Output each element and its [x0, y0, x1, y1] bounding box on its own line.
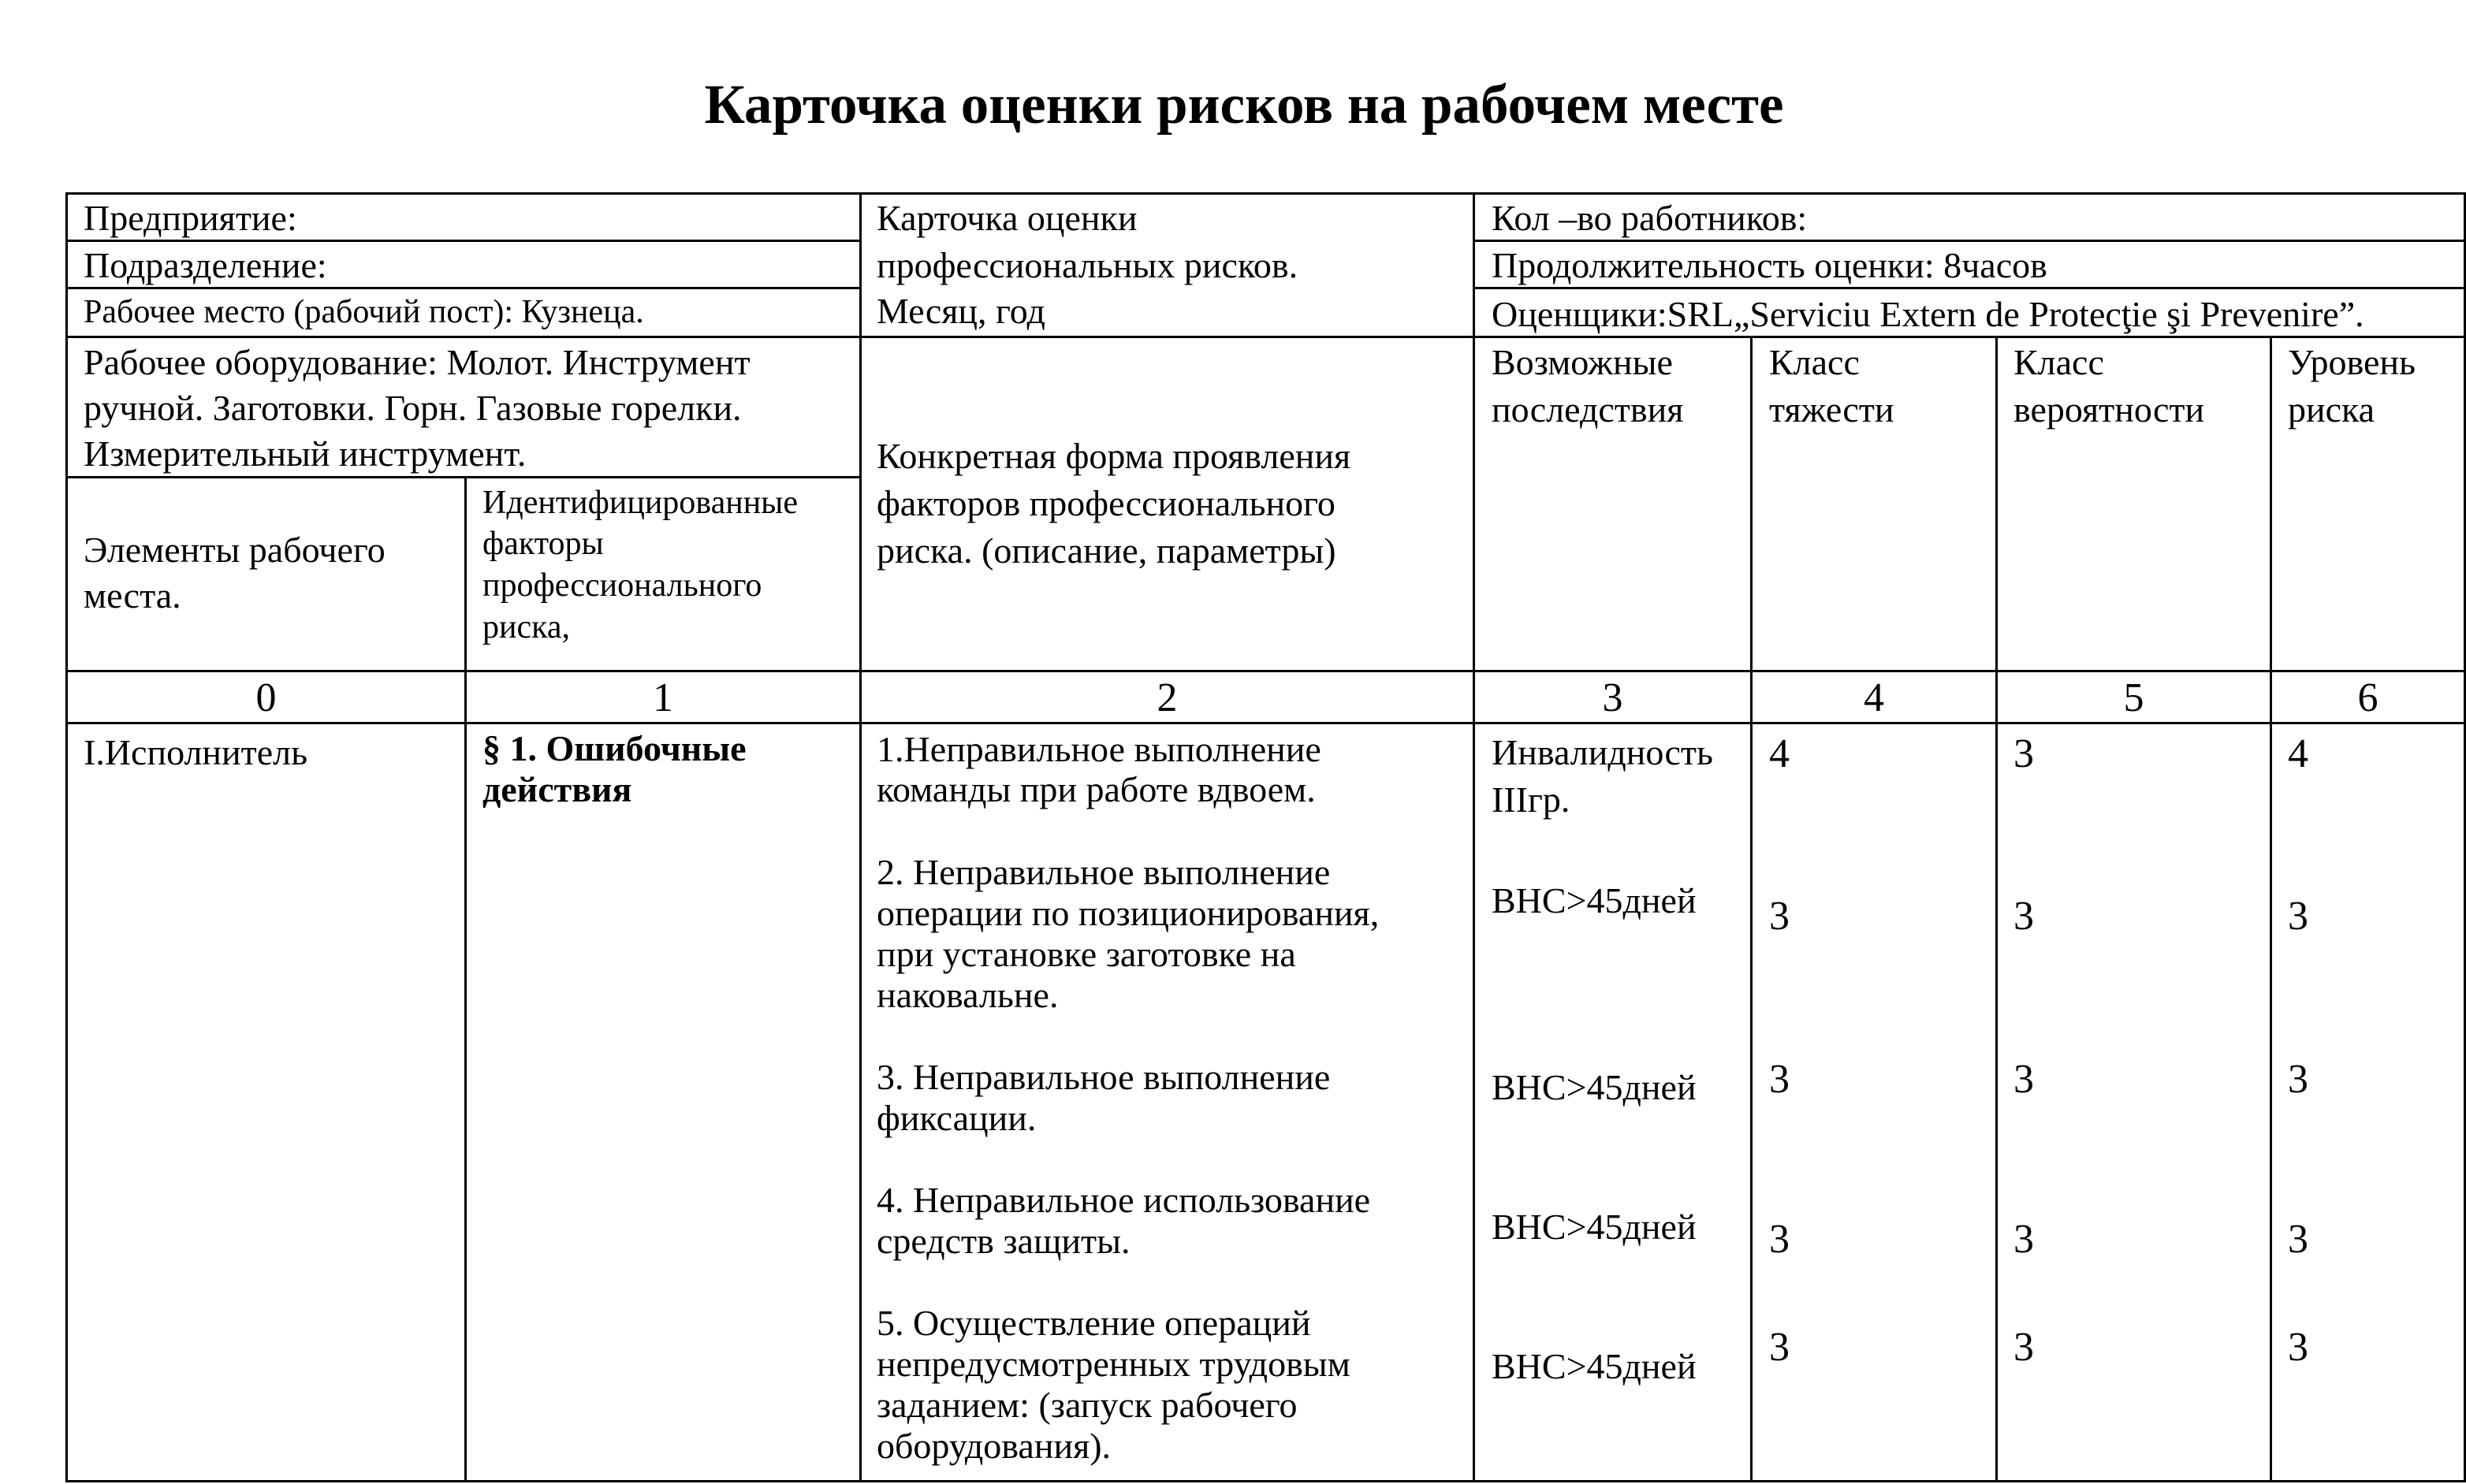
- equipment-line: ручной. Заготовки. Горн. Газовые горелки.: [84, 388, 742, 428]
- risk-description-line: фиксации.: [877, 1098, 1037, 1138]
- subdivision-label: Подразделение:: [84, 245, 327, 285]
- table-border: [65, 192, 68, 1482]
- risk-description-line: операции по позиционирования,: [877, 893, 1380, 933]
- equipment-line: Измерительный инструмент.: [84, 433, 527, 474]
- severity-class-cell: 3: [1769, 1057, 1790, 1102]
- risk-description-line: 2. Неправильное выполнение: [877, 852, 1331, 892]
- severity-class-cell: 3: [1769, 1217, 1790, 1262]
- risk-level-cell: 3: [2288, 1217, 2308, 1262]
- risk-description-line: 3. Неправильное выполнение: [877, 1057, 1331, 1097]
- risk-level-cell: 4: [2288, 731, 2308, 776]
- severity-class-cell: 3: [1769, 894, 1790, 939]
- table-border: [2270, 336, 2272, 1482]
- column-number: 2: [1157, 675, 1178, 720]
- workplace-label: Рабочее место (рабочий пост): Кузнеца.: [84, 294, 644, 330]
- workers-count-label: Кол –во работников:: [1492, 198, 1808, 238]
- table-border: [1995, 336, 1998, 1482]
- risk-factor-cell: § 1. Ошибочные: [482, 728, 747, 768]
- table-border: [1750, 336, 1753, 1482]
- risk-description-line: средств защиты.: [877, 1221, 1131, 1261]
- column-header-consequences: последствия: [1492, 389, 1684, 430]
- column-header-risk-factors: факторы: [482, 526, 604, 562]
- card-heading-line: Карточка оценки: [877, 198, 1138, 238]
- table-border: [65, 722, 2466, 724]
- column-header-risk-level: Уровень: [2288, 342, 2416, 382]
- consequence-cell: Инвалидность: [1492, 732, 1714, 772]
- risk-description-line: заданием: (запуск рабочего: [877, 1385, 1298, 1425]
- equipment-line: Рабочее оборудование: Молот. Инструмент: [84, 342, 751, 382]
- probability-class-cell: 3: [2013, 1057, 2034, 1102]
- probability-class-cell: 3: [2013, 1325, 2034, 1370]
- risk-description-line: команды при работе вдвоем.: [877, 769, 1316, 809]
- risk-description-line: наковальне.: [877, 975, 1059, 1015]
- column-number: 4: [1864, 675, 1884, 720]
- assessors-label: Оценщики:SRL„Serviciu Extern de Protecţie şi Prevenire”.: [1492, 294, 2364, 334]
- column-header-workplace-elements: места.: [84, 575, 181, 616]
- column-header-description: факторов профессионального: [877, 483, 1335, 523]
- table-border: [65, 1480, 2466, 1482]
- column-header-risk-level: риска: [2288, 389, 2375, 430]
- risk-description-line: 4. Неправильное использование: [877, 1180, 1371, 1220]
- table-border: [464, 476, 467, 1482]
- risk-description-line: 5. Осуществление операций: [877, 1303, 1311, 1343]
- enterprise-label: Предприятие:: [84, 198, 297, 238]
- card-heading-line: профессиональных рисков.: [877, 245, 1298, 285]
- severity-class-cell: 3: [1769, 1325, 1790, 1370]
- column-header-description: риска. (описание, параметры): [877, 530, 1336, 571]
- column-header-probability: Класс: [2013, 342, 2104, 382]
- column-number: 3: [1602, 675, 1623, 720]
- table-border: [859, 192, 862, 1482]
- consequence-cell: IIIгр.: [1492, 779, 1570, 820]
- risk-description-line: оборудования).: [877, 1426, 1112, 1466]
- card-heading-line: Месяц, год: [877, 291, 1045, 331]
- probability-class-cell: 3: [2013, 731, 2034, 776]
- column-header-probability: вероятности: [2013, 389, 2205, 430]
- risk-level-cell: 3: [2288, 894, 2308, 939]
- probability-class-cell: 3: [2013, 1217, 2034, 1262]
- column-number: 0: [255, 675, 277, 720]
- consequence-cell: ВНС>45дней: [1492, 880, 1697, 921]
- table-border: [65, 670, 2466, 672]
- column-header-severity: Класс: [1769, 342, 1860, 382]
- column-header-description: Конкретная форма проявления: [877, 436, 1351, 476]
- severity-class-cell: 4: [1769, 731, 1790, 776]
- risk-description-line: 1.Неправильное выполнение: [877, 729, 1321, 769]
- column-number: 5: [2123, 675, 2144, 720]
- risk-factor-cell: действия: [482, 769, 632, 809]
- column-header-consequences: Возможные: [1492, 342, 1673, 382]
- table-border: [1473, 192, 1475, 1482]
- risk-description-line: непредусмотренных трудовым: [877, 1344, 1350, 1384]
- column-header-workplace-elements: Элементы рабочего: [84, 530, 386, 570]
- consequence-cell: ВНС>45дней: [1492, 1207, 1697, 1247]
- page-title: Карточка оценки рисков на рабочем месте: [704, 74, 1784, 136]
- column-header-risk-factors: риска,: [482, 609, 571, 645]
- risk-description-line: при установке заготовке на: [877, 934, 1296, 974]
- workplace-element-cell: I.Исполнитель: [84, 732, 308, 772]
- assessment-duration-label: Продолжительность оценки: 8часов: [1492, 245, 2047, 285]
- consequence-cell: ВНС>45дней: [1492, 1346, 1697, 1386]
- column-header-risk-factors: Идентифицированные: [482, 485, 799, 521]
- risk-level-cell: 3: [2288, 1325, 2308, 1370]
- column-header-severity: тяжести: [1769, 389, 1894, 430]
- column-header-risk-factors: профессионального: [482, 567, 762, 604]
- risk-level-cell: 3: [2288, 1057, 2308, 1102]
- table-border: [65, 192, 2466, 195]
- consequence-cell: ВНС>45дней: [1492, 1067, 1697, 1107]
- probability-class-cell: 3: [2013, 894, 2034, 939]
- column-number: 1: [653, 675, 673, 720]
- column-number: 6: [2357, 675, 2378, 720]
